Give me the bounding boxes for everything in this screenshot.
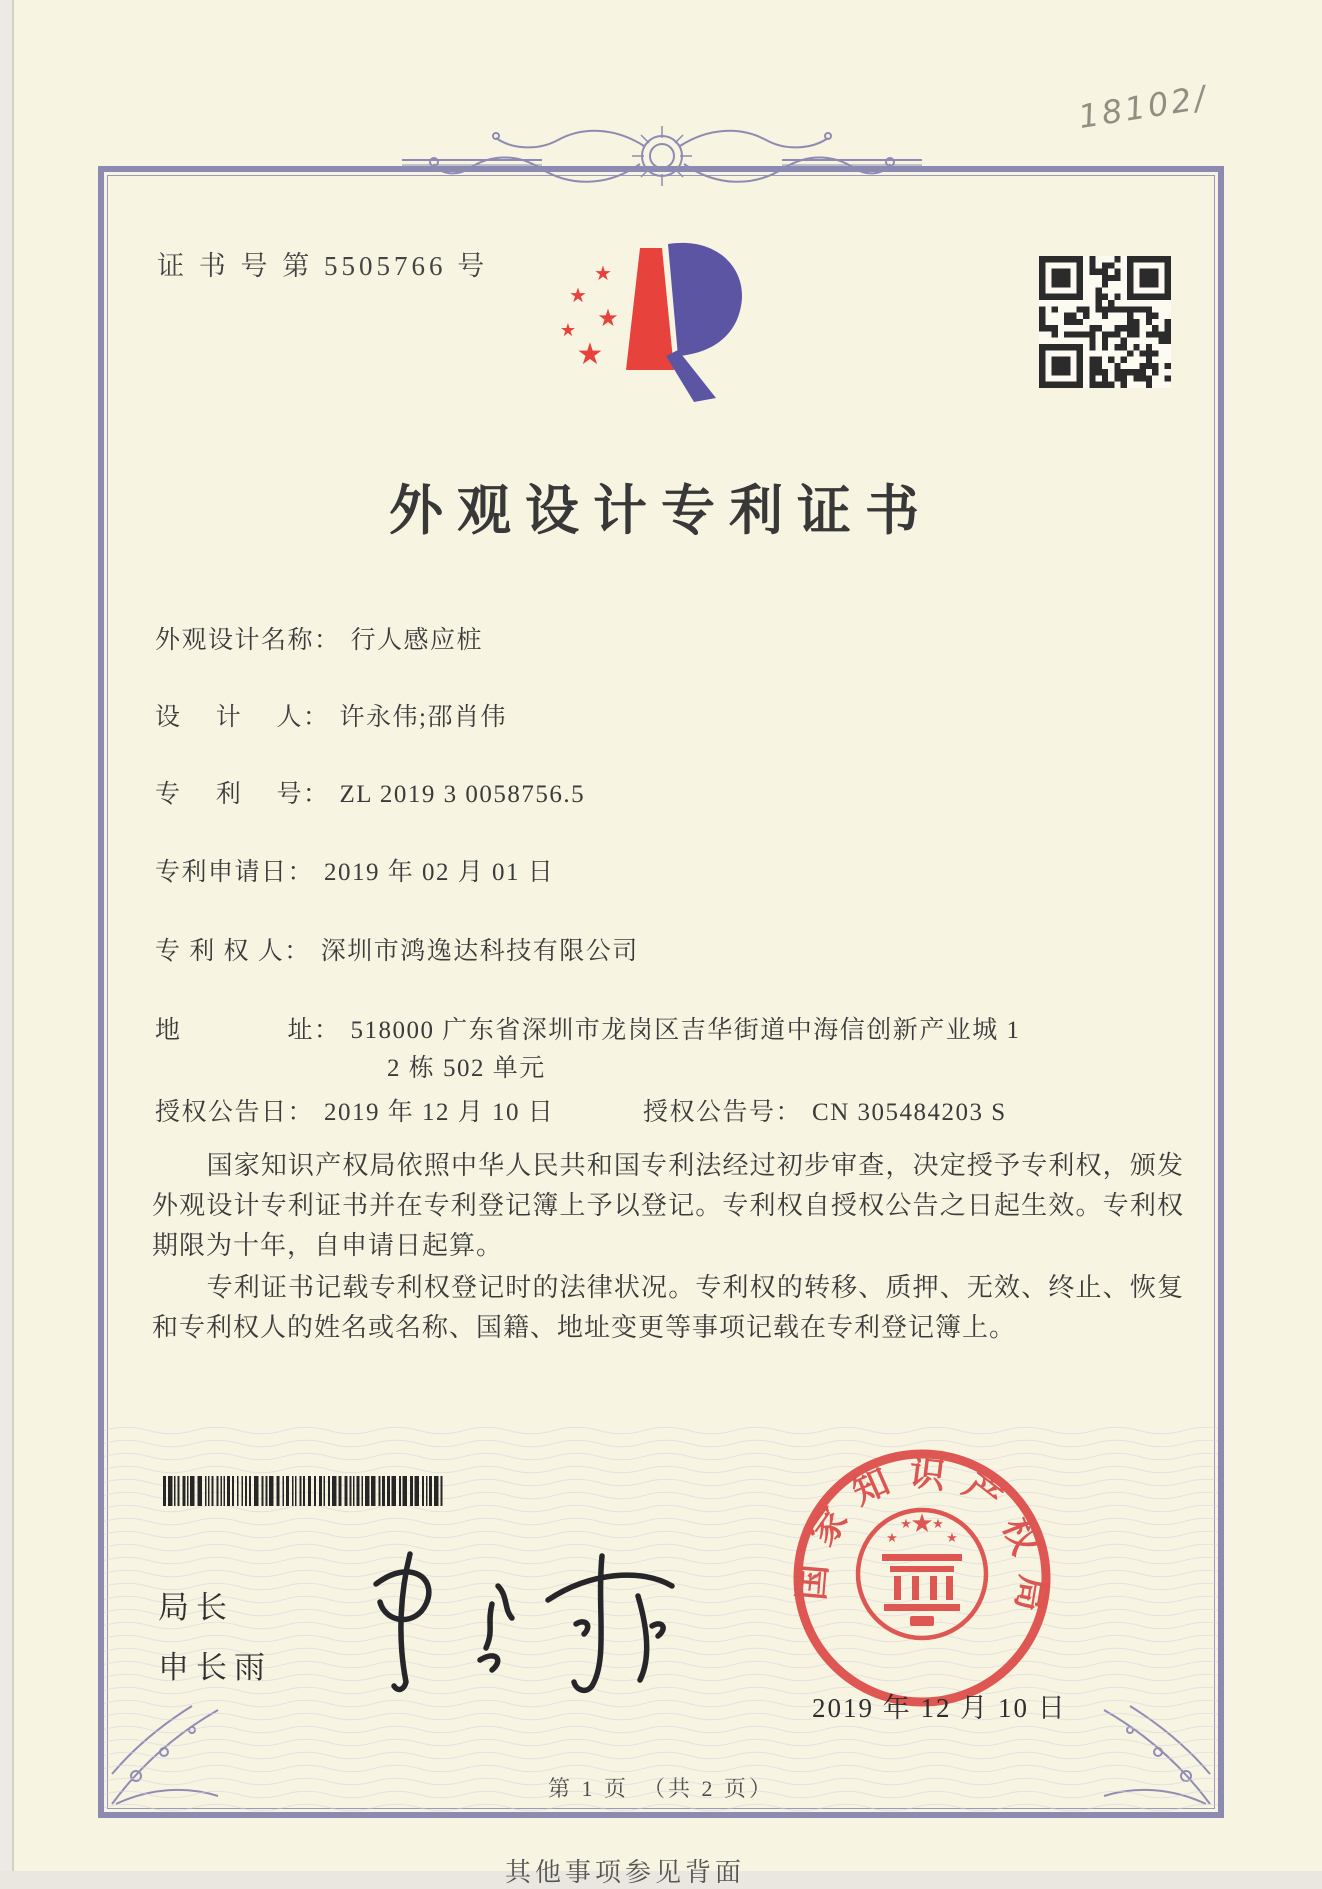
- logo-red-stripe: [626, 248, 674, 370]
- seal-date: 2019 年 12 月 10 日: [812, 1693, 1067, 1723]
- field-value: CN 305484203 S: [812, 1099, 1007, 1126]
- seal-text: 国家知识产权局: [791, 1452, 1054, 1631]
- legal-paragraph-2: 专利证书记载专利权登记时的法律状况。专利权的转移、质押、无效、终止、恢复和专利权人的姓名或名称、国籍、地址变更等事项记载在专利登记簿上。: [152, 1273, 1184, 1342]
- director-signature: [340, 1538, 690, 1708]
- signer-name: 申长雨: [158, 1650, 272, 1685]
- svg-text:国家知识产权局: [791, 1452, 1053, 1630]
- back-side-note-clipped: 其他事项参见背面: [505, 1858, 746, 1887]
- national-emblem-icon: [858, 1509, 986, 1638]
- certificate-title: 外观设计专利证书: [389, 481, 933, 541]
- field-address: [155, 1010, 1185, 1082]
- barcode: [163, 1476, 448, 1508]
- handwritten-note: 18102/: [1075, 78, 1211, 136]
- emblem-star-icon: ★: [946, 1531, 958, 1546]
- signer-block: [158, 1578, 272, 1698]
- legal-text-block: [152, 1146, 1184, 1350]
- field-label: 地 址：: [155, 1017, 341, 1044]
- field-value: ZL 2019 3 0058756.5: [339, 781, 586, 808]
- certificate-number: 证 书 号 第 5505766 号: [157, 251, 489, 281]
- field-value: 2019 年 12 月 10 日: [324, 1099, 555, 1126]
- field-grant-row: [155, 1092, 1185, 1128]
- signer-role: 局长: [158, 1590, 234, 1625]
- field-label: 专 利 号：: [155, 781, 330, 808]
- field-label: 授权公告日：: [155, 1099, 315, 1126]
- official-seal: [772, 1428, 1072, 1728]
- field-label: 专 利 权 人：: [155, 938, 311, 965]
- field-value: 行人感应桩: [350, 627, 484, 654]
- field-designer: [155, 697, 1185, 733]
- logo-blue-p-shape: [666, 243, 742, 402]
- emblem-star-icon: ★: [886, 1531, 898, 1546]
- scan-edge-artifact: [0, 0, 14, 1871]
- top-lace-ornament-icon: [392, 112, 932, 202]
- legal-paragraph-1: 国家知识产权局依照中华人民共和国专利法经过初步审查，决定授予专利权，颁发外观设计专利证书并在专利登记簿上予以登记。专利权自授权公告之日起生效。专利权期限为十年，自申请日起算。: [152, 1151, 1184, 1260]
- field-patentee: [155, 931, 1185, 967]
- cnipa-logo: [556, 244, 766, 404]
- field-value-line2: 2 栋 502 单元: [387, 1055, 546, 1082]
- field-label: 专利申请日：: [155, 859, 315, 886]
- field-value: 2019 年 02 月 01 日: [324, 859, 555, 886]
- logo-star-icon: ★: [597, 304, 619, 332]
- logo-star-icon: ★: [594, 261, 612, 285]
- emblem-star-icon: ★: [900, 1517, 912, 1532]
- logo-star-icon: ★: [569, 283, 587, 307]
- field-grant-number: [643, 1092, 1007, 1128]
- field-patent-number: [155, 774, 1185, 810]
- field-label: 授权公告号：: [643, 1099, 803, 1126]
- emblem-star-icon: ★: [932, 1517, 944, 1532]
- field-value: 许永伟;邵肖伟: [339, 704, 507, 731]
- field-value: 深圳市鸿逸达科技有限公司: [320, 938, 639, 965]
- emblem-star-icon: ★: [910, 1509, 934, 1539]
- field-label: 设 计 人：: [155, 704, 330, 731]
- qr-code: [1039, 256, 1171, 388]
- field-value: 518000 广东省深圳市龙岗区吉华街道中海信创新产业城 1: [350, 1017, 1021, 1044]
- logo-star-icon: ★: [559, 320, 577, 341]
- field-design-name: [155, 620, 1185, 656]
- field-filing-date: [155, 852, 1185, 888]
- field-label: 外观设计名称：: [155, 627, 341, 654]
- logo-star-icon: ★: [576, 337, 604, 372]
